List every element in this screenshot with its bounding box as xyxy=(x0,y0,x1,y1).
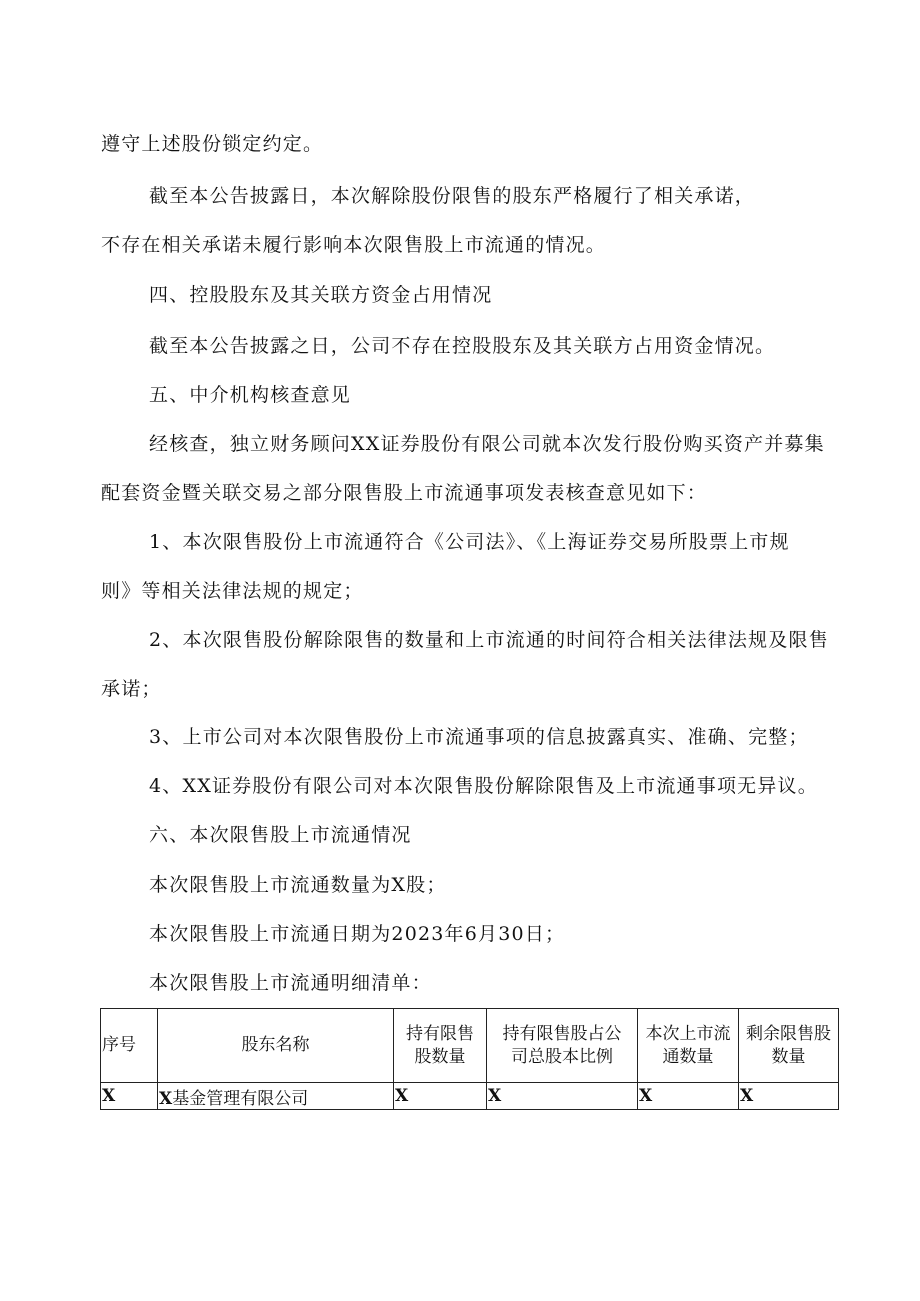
paragraph-line: 本次限售股上市流通明细清单： xyxy=(149,972,432,994)
paragraph-line: 不存在相关承诺未履行影响本次限售股上市流通的情况。 xyxy=(101,234,607,256)
cell-held-value: X xyxy=(395,1086,409,1106)
cell-shareholder-name xyxy=(158,1083,394,1110)
list-item-continuation: 则》等相关法律法规的规定； xyxy=(101,580,364,602)
shareholder-detail-table xyxy=(100,1008,839,1110)
cell-seq xyxy=(101,1083,158,1110)
header-listed-line2: 通数量 xyxy=(662,1046,714,1067)
cell-held-shares xyxy=(394,1083,487,1110)
list-item: 4、XX证券股份有限公司对本次限售股份解除限售及上市流通事项无异议。 xyxy=(149,775,818,797)
list-item: 1、本次限售股份上市流通符合《公司法》、《上海证券交易所股票上市规 xyxy=(149,531,790,553)
cell-listed-shares xyxy=(638,1083,739,1110)
paragraph-line: 配套资金暨关联交易之部分限售股上市流通事项发表核查意见如下： xyxy=(101,482,708,504)
cell-listed-value: X xyxy=(639,1086,653,1106)
header-remain-line1: 剩余限售股 xyxy=(746,1023,831,1044)
paragraph-line: 本次限售股上市流通日期为2023年6月30日； xyxy=(149,923,566,945)
cell-ratio xyxy=(487,1083,638,1110)
header-seq-label: 序号 xyxy=(102,1035,136,1055)
header-seq xyxy=(101,1009,158,1083)
header-ratio-line2: 司总股本比例 xyxy=(511,1046,613,1067)
list-item-continuation: 承诺； xyxy=(101,678,162,700)
section-heading: 四、控股股东及其关联方资金占用情况 xyxy=(149,284,493,306)
section-heading: 五、中介机构核查意见 xyxy=(149,384,352,406)
paragraph-line: 遵守上述股份锁定约定。 xyxy=(101,133,324,155)
header-listed-shares xyxy=(638,1009,739,1083)
table-row xyxy=(101,1083,839,1110)
paragraph-line: 本次限售股上市流通数量为X股； xyxy=(149,874,447,896)
paragraph-line: 截至本公告披露之日，公司不存在控股股东及其关联方占用资金情况。 xyxy=(149,335,776,357)
list-item: 3、上市公司对本次限售股份上市流通事项的信息披露真实、准确、完整； xyxy=(149,726,809,748)
header-name-label: 股东名称 xyxy=(241,1035,310,1055)
header-held-line2: 股数量 xyxy=(414,1046,466,1067)
header-ratio xyxy=(487,1009,638,1083)
table-header-row xyxy=(101,1009,839,1083)
header-remaining-shares xyxy=(739,1009,839,1083)
cell-remain-value: X xyxy=(740,1086,754,1106)
cell-name-prefix: X xyxy=(159,1088,173,1109)
header-shareholder-name xyxy=(158,1009,394,1083)
cell-remaining-shares xyxy=(739,1083,839,1110)
paragraph-line: 经核查，独立财务顾问XX证券股份有限公司就本次发行股份购买资产并募集 xyxy=(149,433,825,455)
header-held-shares xyxy=(394,1009,487,1083)
cell-ratio-value: X xyxy=(488,1086,502,1106)
section-heading: 六、本次限售股上市流通情况 xyxy=(149,824,412,846)
header-ratio-line1: 持有限售股占公 xyxy=(502,1023,622,1044)
list-item: 2、本次限售股份解除限售的数量和上市流通的时间符合相关法律法规及限售 xyxy=(149,629,829,651)
header-held-line1: 持有限售 xyxy=(406,1023,474,1044)
header-remain-line2: 数量 xyxy=(771,1046,806,1067)
header-listed-line1: 本次上市流 xyxy=(645,1023,731,1044)
paragraph-line: 截至本公告披露日，本次解除股份限售的股东严格履行了相关承诺， xyxy=(149,185,756,207)
cell-name-text: 基金管理有限公司 xyxy=(172,1088,309,1109)
cell-seq-value: X xyxy=(102,1086,116,1106)
